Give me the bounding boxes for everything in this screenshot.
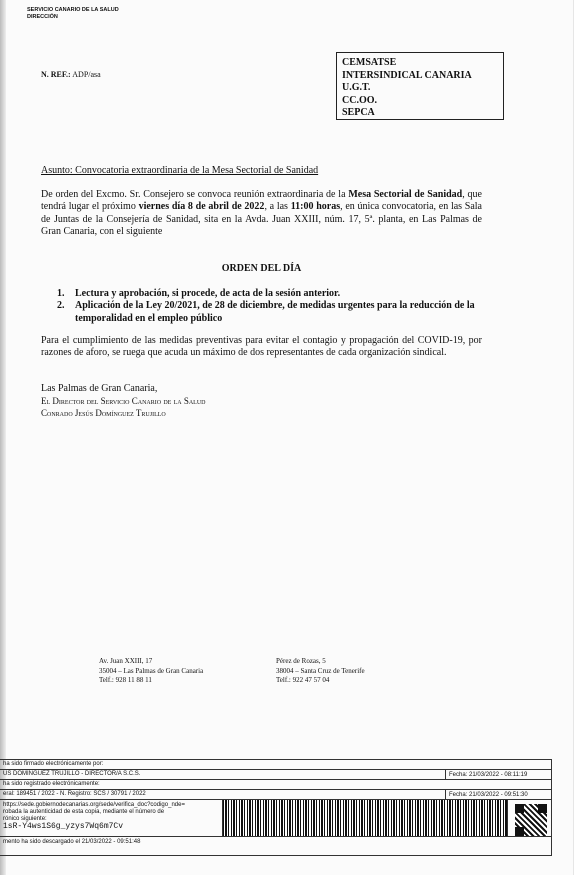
footer-line: 38004 – Santa Cruz de Tenerife bbox=[276, 666, 365, 675]
footer-line: Pérez de Rozas, 5 bbox=[276, 657, 326, 665]
verification-box bbox=[0, 759, 552, 856]
intro-time: 11:00 horas bbox=[290, 201, 341, 213]
footer-address-right bbox=[276, 657, 365, 686]
reference-label: N. REF.: bbox=[41, 70, 71, 79]
intro-text: , en única convocatoria, en las Sala de Juntas de la Consejería de Sanidad, sita en la Avda. Juan XXIII, núm. 17, 5ª. planta, en Las Palmas de Gran Canaria, con el siguiente bbox=[41, 201, 482, 237]
verify-text bbox=[3, 802, 185, 830]
page-right-margin bbox=[573, 0, 588, 875]
agenda-title: ORDEN DEL DÍA bbox=[221, 263, 302, 274]
intro-text: De orden del Excmo. Sr. Consejero se convoca reunión extraordinaria de la bbox=[41, 189, 349, 200]
verification-row bbox=[0, 770, 552, 780]
signature-role: El Director del Servicio Canario de la Salud bbox=[41, 396, 206, 406]
verification-code: 1sR-Y4ws1S6g_yzys7Wq6m7Cv bbox=[3, 822, 124, 831]
verify-line: rónico siguiente: bbox=[3, 816, 47, 822]
verification-row bbox=[0, 790, 552, 800]
agenda-item bbox=[57, 300, 482, 325]
intro-text: , a las bbox=[264, 201, 291, 213]
agenda-item-text: Lectura y aprobación, si procede, de acta de la sesión anterior. bbox=[75, 288, 341, 299]
registered-label: ha sido registrado electrónicamente: bbox=[3, 781, 100, 787]
agenda-item bbox=[57, 288, 482, 300]
recipient: CEMSATSE bbox=[342, 57, 397, 68]
recipient: U.G.T. bbox=[342, 82, 371, 93]
letterhead-line1: SERVICIO CANARIO DE LA SALUD bbox=[27, 7, 119, 13]
signature-place: Las Palmas de Gran Canaria, bbox=[41, 383, 158, 394]
reference-value: ADP/asa bbox=[72, 70, 101, 79]
agenda-list bbox=[57, 288, 482, 325]
verification-divider bbox=[0, 836, 552, 837]
letterhead-line2: DIRECCIÓN bbox=[27, 13, 58, 20]
intro-text: , que tendrá lugar el próximo bbox=[41, 189, 482, 213]
footer-line: Av. Juan XXIII, 17 bbox=[99, 657, 153, 665]
recipients-box bbox=[336, 52, 504, 120]
signed-label: ha sido firmado electrónicamente por: bbox=[3, 761, 104, 767]
signer: US DOMINGUEZ TRUJILLO - DIRECTOR/A S.C.S. bbox=[3, 771, 141, 777]
recipient: CC.OO. bbox=[342, 94, 377, 106]
barcode bbox=[222, 800, 508, 836]
covid-paragraph: Para el cumplimiento de las medidas preventivas para evitar el contagio y propagación del COVID-19, por razones de aforo, se ruega que acuda un máximo de dos representantes de cada organización sindical. bbox=[41, 335, 482, 359]
download-note: mento ha sido descargado el 21/03/2022 - 09:51:48 bbox=[3, 839, 141, 845]
verification-row bbox=[0, 780, 552, 790]
intro-paragraph bbox=[41, 189, 482, 238]
signature-name: Conrado Jesús Domínguez Trujillo bbox=[41, 408, 166, 418]
recipient: INTERSINDICAL CANARIA bbox=[342, 69, 472, 81]
signature-block bbox=[41, 383, 206, 419]
page-shadow-edge bbox=[0, 0, 6, 875]
footer-line: Telf.: 922 47 57 04 bbox=[276, 676, 330, 684]
intro-bold: Mesa Sectorial de Sanidad bbox=[348, 189, 463, 200]
footer-line: Telf.: 928 11 88 11 bbox=[99, 676, 152, 684]
letterhead bbox=[27, 7, 119, 20]
agenda-item-number: 1. bbox=[57, 288, 65, 299]
agenda-item-number: 2. bbox=[57, 300, 65, 312]
qr-code bbox=[515, 804, 547, 836]
verify-line: robada la autenticidad de esta copia, mediante el número de bbox=[3, 809, 165, 815]
verify-url: https://sede.gobiernodecanarias.org/sede/verifica_doc?codigo_nde= bbox=[3, 802, 185, 808]
recipient: SEPCA bbox=[342, 107, 375, 118]
registry-date: Fecha: 21/03/2022 - 09:51:30 bbox=[445, 790, 551, 800]
signed-date: Fecha: 21/03/2022 - 08:11:19 bbox=[445, 770, 551, 780]
verification-row bbox=[0, 760, 552, 770]
reference bbox=[41, 70, 101, 79]
agenda-item-text: Aplicación de la Ley 20/2021, de 28 de diciembre, de medidas urgentes para la reducción de la temporalidad en el empleo público bbox=[75, 300, 475, 324]
intro-date: viernes día 8 de abril de 2022 bbox=[138, 201, 265, 213]
footer-address-left bbox=[99, 657, 203, 686]
registry-number: eral: 189451 / 2022 - N. Registro: SCS / 30791 / 2022 bbox=[3, 791, 146, 797]
subject-line: Asunto: Convocatoria extraordinaria de la Mesa Sectorial de Sanidad bbox=[41, 165, 319, 176]
footer-line: 35004 – Las Palmas de Gran Canaria bbox=[99, 666, 204, 675]
